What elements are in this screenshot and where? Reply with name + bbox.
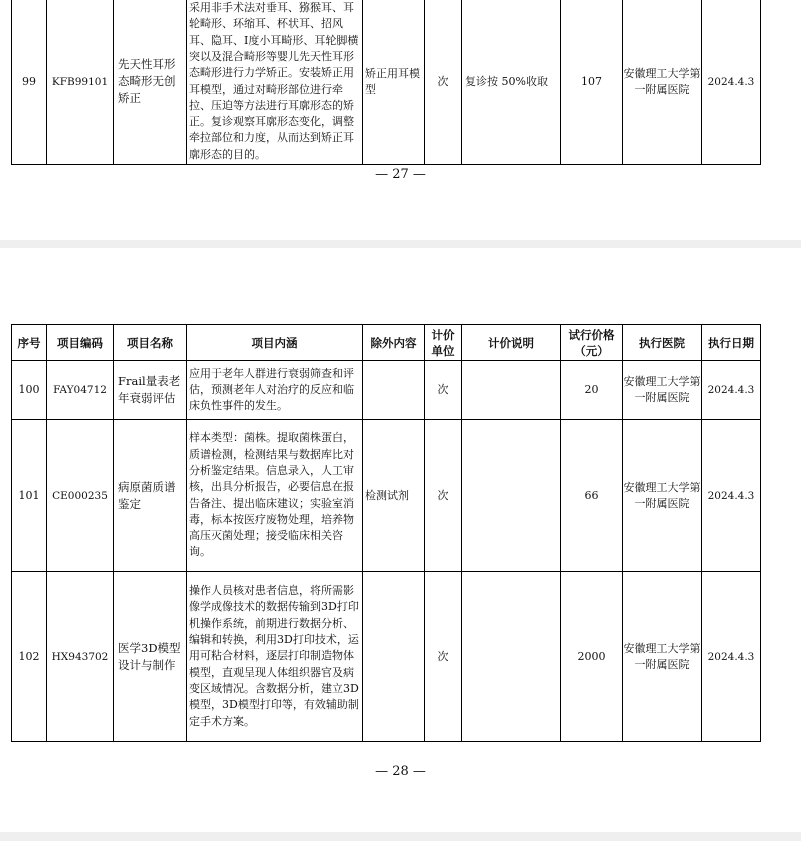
table-row xyxy=(12,572,761,742)
row-number: 102 xyxy=(12,572,47,742)
table-row xyxy=(12,361,761,420)
trial-price: 20 xyxy=(561,361,623,420)
pricing-table-page-28 xyxy=(11,324,761,742)
executing-hospital: 安徽理工大学第一附属医院 xyxy=(623,420,702,572)
row-number: 101 xyxy=(12,420,47,572)
header-name: 项目名称 xyxy=(114,325,187,361)
execution-date: 2024.4.3 xyxy=(702,361,761,420)
excluded-content xyxy=(363,572,425,742)
pricing-note xyxy=(462,420,561,572)
item-name: Frail量表老年衰弱评估 xyxy=(114,361,187,420)
page-number: — 27 — xyxy=(375,167,426,182)
header-number: 序号 xyxy=(12,325,47,361)
pricing-unit: 次 xyxy=(425,0,462,165)
item-code: KFB99101 xyxy=(47,0,114,165)
page-number: — 28 — xyxy=(375,764,426,779)
row-number: 100 xyxy=(12,361,47,420)
document-page-28 xyxy=(0,248,801,832)
table-row xyxy=(12,0,761,165)
excluded-content xyxy=(363,361,425,420)
trial-price: 66 xyxy=(561,420,623,572)
trial-price: 107 xyxy=(561,0,623,165)
trial-price: 2000 xyxy=(561,572,623,742)
table-header-row xyxy=(12,325,761,361)
item-content: 采用非手术法对垂耳、猕猴耳、耳轮畸形、环缩耳、杯状耳、招风耳、隐耳、Ⅰ度小耳畸形、耳轮脚横突以及混合畸形等婴儿先天性耳形态畸形进行力学矫正。安装矫正用耳模型，通过对畸形部位进行牵拉、压迫等方法进行耳廓形态的矫正。复诊观察耳廓形态变化，调整牵拉部位和力度，从而达到矫正耳廓形态的目的。 xyxy=(187,0,363,165)
item-code: FAY04712 xyxy=(47,361,114,420)
row-number: 99 xyxy=(12,0,47,165)
execution-date: 2024.4.3 xyxy=(702,0,761,165)
execution-date: 2024.4.3 xyxy=(702,572,761,742)
item-code: CE000235 xyxy=(47,420,114,572)
pricing-unit: 次 xyxy=(425,420,462,572)
pricing-unit: 次 xyxy=(425,572,462,742)
execution-date: 2024.4.3 xyxy=(702,420,761,572)
header-unit: 计价单位 xyxy=(425,325,462,361)
pricing-note xyxy=(462,361,561,420)
item-content: 样本类型：菌株。提取菌株蛋白，质谱检测，检测结果与数据库比对分析鉴定结果。信息录入，人工审核，出具分析报告，必要信息在报告备注、提出临床建议；实验室消毒，标本按医疗废物处理，培养物高压灭菌处理；接受临床相关咨询。 xyxy=(187,420,363,572)
pricing-note: 复诊按 50%收取 xyxy=(462,0,561,165)
pricing-table-page-27 xyxy=(11,0,761,165)
item-name: 先天性耳形态畸形无创矫正 xyxy=(114,0,187,165)
item-code: HX943702 xyxy=(47,572,114,742)
table-row xyxy=(12,420,761,572)
header-hospital: 执行医院 xyxy=(623,325,702,361)
header-date: 执行日期 xyxy=(702,325,761,361)
executing-hospital: 安徽理工大学第一附属医院 xyxy=(623,361,702,420)
header-excluded: 除外内容 xyxy=(363,325,425,361)
header-price: 试行价格（元） xyxy=(561,325,623,361)
item-content: 操作人员核对患者信息，将所需影像学成像技术的数据传输到3D打印机操作系统，前期进行数据分析、编辑和转换，利用3D打印技术，运用可粘合材料，逐层打印制造物体模型，直观呈现人体组织器官及病变区域情况。含数据分析，建立3D模型，3D模型打印等，有效辅助制定手术方案。 xyxy=(187,572,363,742)
executing-hospital: 安徽理工大学第一附属医院 xyxy=(623,572,702,742)
item-content: 应用于老年人群进行衰弱筛查和评估，预测老年人对治疗的反应和临床负性事件的发生。 xyxy=(187,361,363,420)
excluded-content: 检测试剂 xyxy=(363,420,425,572)
pricing-unit: 次 xyxy=(425,361,462,420)
header-note: 计价说明 xyxy=(462,325,561,361)
header-content: 项目内涵 xyxy=(187,325,363,361)
excluded-content: 矫正用耳模型 xyxy=(363,0,425,165)
header-code: 项目编码 xyxy=(47,325,114,361)
item-name: 病原菌质谱鉴定 xyxy=(114,420,187,572)
pricing-note xyxy=(462,572,561,742)
item-name: 医学3D模型设计与制作 xyxy=(114,572,187,742)
document-page-27 xyxy=(0,0,801,240)
executing-hospital: 安徽理工大学第一附属医院 xyxy=(623,0,702,165)
